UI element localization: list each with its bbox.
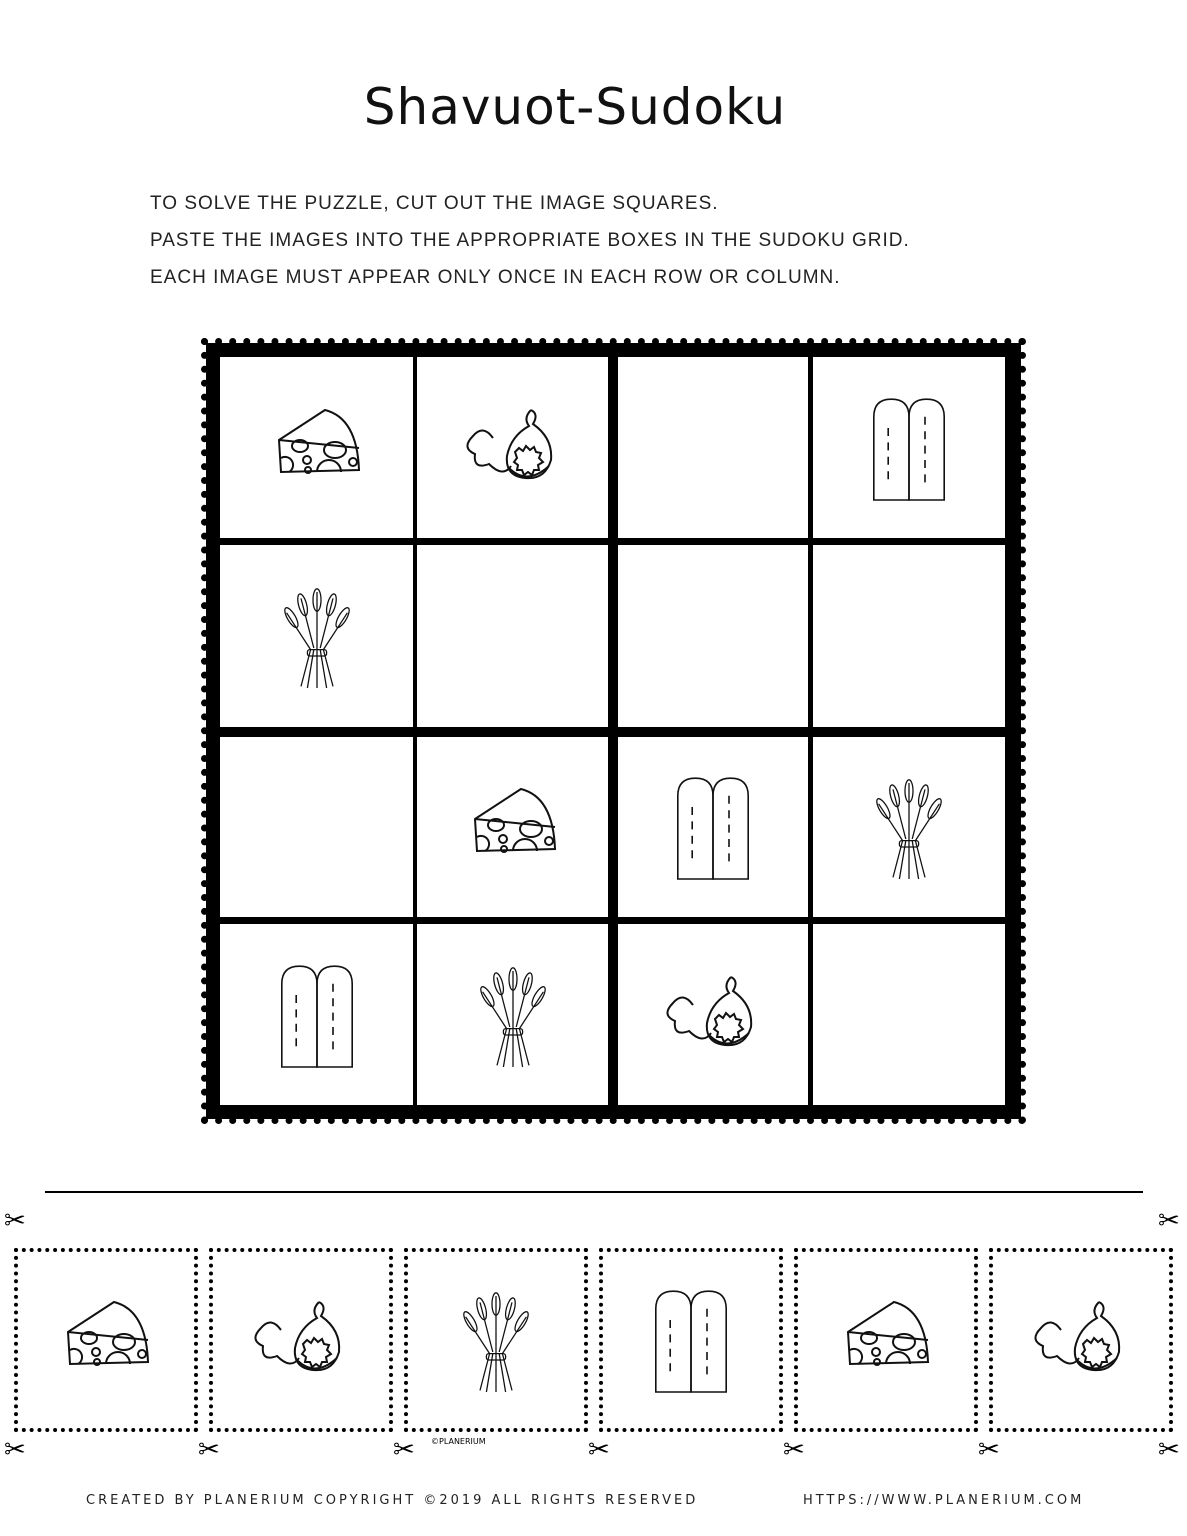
tablets-icon <box>631 1280 751 1400</box>
cheese-icon <box>46 1280 166 1400</box>
tablets-icon <box>257 955 377 1075</box>
fig-icon <box>1021 1280 1141 1400</box>
cheese-icon <box>257 388 377 508</box>
grid-cell-r3c1[interactable] <box>220 737 413 917</box>
cutout-square[interactable] <box>989 1248 1173 1432</box>
tablets-icon <box>849 388 969 508</box>
grid-cell-r1c4[interactable] <box>813 357 1005 538</box>
cutout-square[interactable] <box>794 1248 978 1432</box>
grid-cell-r2c1[interactable] <box>220 545 413 727</box>
grid-cell-r1c1[interactable] <box>220 357 413 538</box>
cutout-square[interactable] <box>209 1248 393 1432</box>
grid-cell-r4c1[interactable] <box>220 924 413 1105</box>
grid-cell-r3c3[interactable] <box>618 737 808 917</box>
wheat-icon <box>436 1280 556 1400</box>
instruction-line-2: PASTE THE IMAGES INTO THE APPROPRIATE BOXES IN THE SUDOKU GRID. <box>150 230 910 251</box>
scissors-icon: ✂ <box>4 1435 26 1465</box>
scissors-icon: ✂ <box>1158 1206 1180 1236</box>
grid-cell-r1c2[interactable] <box>417 357 608 538</box>
grid-cell-r3c2[interactable] <box>417 737 608 917</box>
grid-copyright: ©PLANERIUM <box>431 1437 486 1446</box>
fig-icon <box>453 388 573 508</box>
scissors-icon: ✂ <box>4 1206 26 1236</box>
tablets-icon <box>653 767 773 887</box>
cutout-square[interactable] <box>14 1248 198 1432</box>
instruction-line-1: TO SOLVE THE PUZZLE, CUT OUT THE IMAGE SQUARES. <box>150 193 719 214</box>
scissors-icon: ✂ <box>783 1435 805 1465</box>
cut-line <box>45 1191 1143 1193</box>
instruction-line-3: EACH IMAGE MUST APPEAR ONLY ONCE IN EACH ROW OR COLUMN. <box>150 267 841 288</box>
scissors-icon: ✂ <box>978 1435 1000 1465</box>
wheat-icon <box>849 767 969 887</box>
page-title: Shavuot-Sudoku <box>363 78 787 136</box>
footer-url[interactable]: HTTPS://WWW.PLANERIUM.COM <box>803 1493 1085 1508</box>
wheat-icon <box>257 576 377 696</box>
wheat-icon <box>453 955 573 1075</box>
grid-cell-r4c4[interactable] <box>813 924 1005 1105</box>
footer-credit: CREATED BY PLANERIUM COPYRIGHT ©2019 ALL RIGHTS RESERVED <box>86 1493 699 1508</box>
grid-cell-r4c3[interactable] <box>618 924 808 1105</box>
fig-icon <box>241 1280 361 1400</box>
scissors-icon: ✂ <box>1158 1435 1180 1465</box>
scissors-icon: ✂ <box>393 1435 415 1465</box>
grid-cell-r2c3[interactable] <box>618 545 808 727</box>
scissors-icon: ✂ <box>198 1435 220 1465</box>
cutout-square[interactable] <box>404 1248 588 1432</box>
grid-cell-r1c3[interactable] <box>618 357 808 538</box>
sudoku-grid <box>206 343 1021 1446</box>
grid-cell-r2c2[interactable] <box>417 545 608 727</box>
fig-icon <box>653 955 773 1075</box>
cheese-icon <box>826 1280 946 1400</box>
cheese-icon <box>453 767 573 887</box>
grid-cell-r4c2[interactable] <box>417 924 608 1105</box>
grid-cell-r3c4[interactable] <box>813 737 1005 917</box>
scissors-icon: ✂ <box>588 1435 610 1465</box>
cutout-square[interactable] <box>599 1248 783 1432</box>
grid-cell-r2c4[interactable] <box>813 545 1005 727</box>
